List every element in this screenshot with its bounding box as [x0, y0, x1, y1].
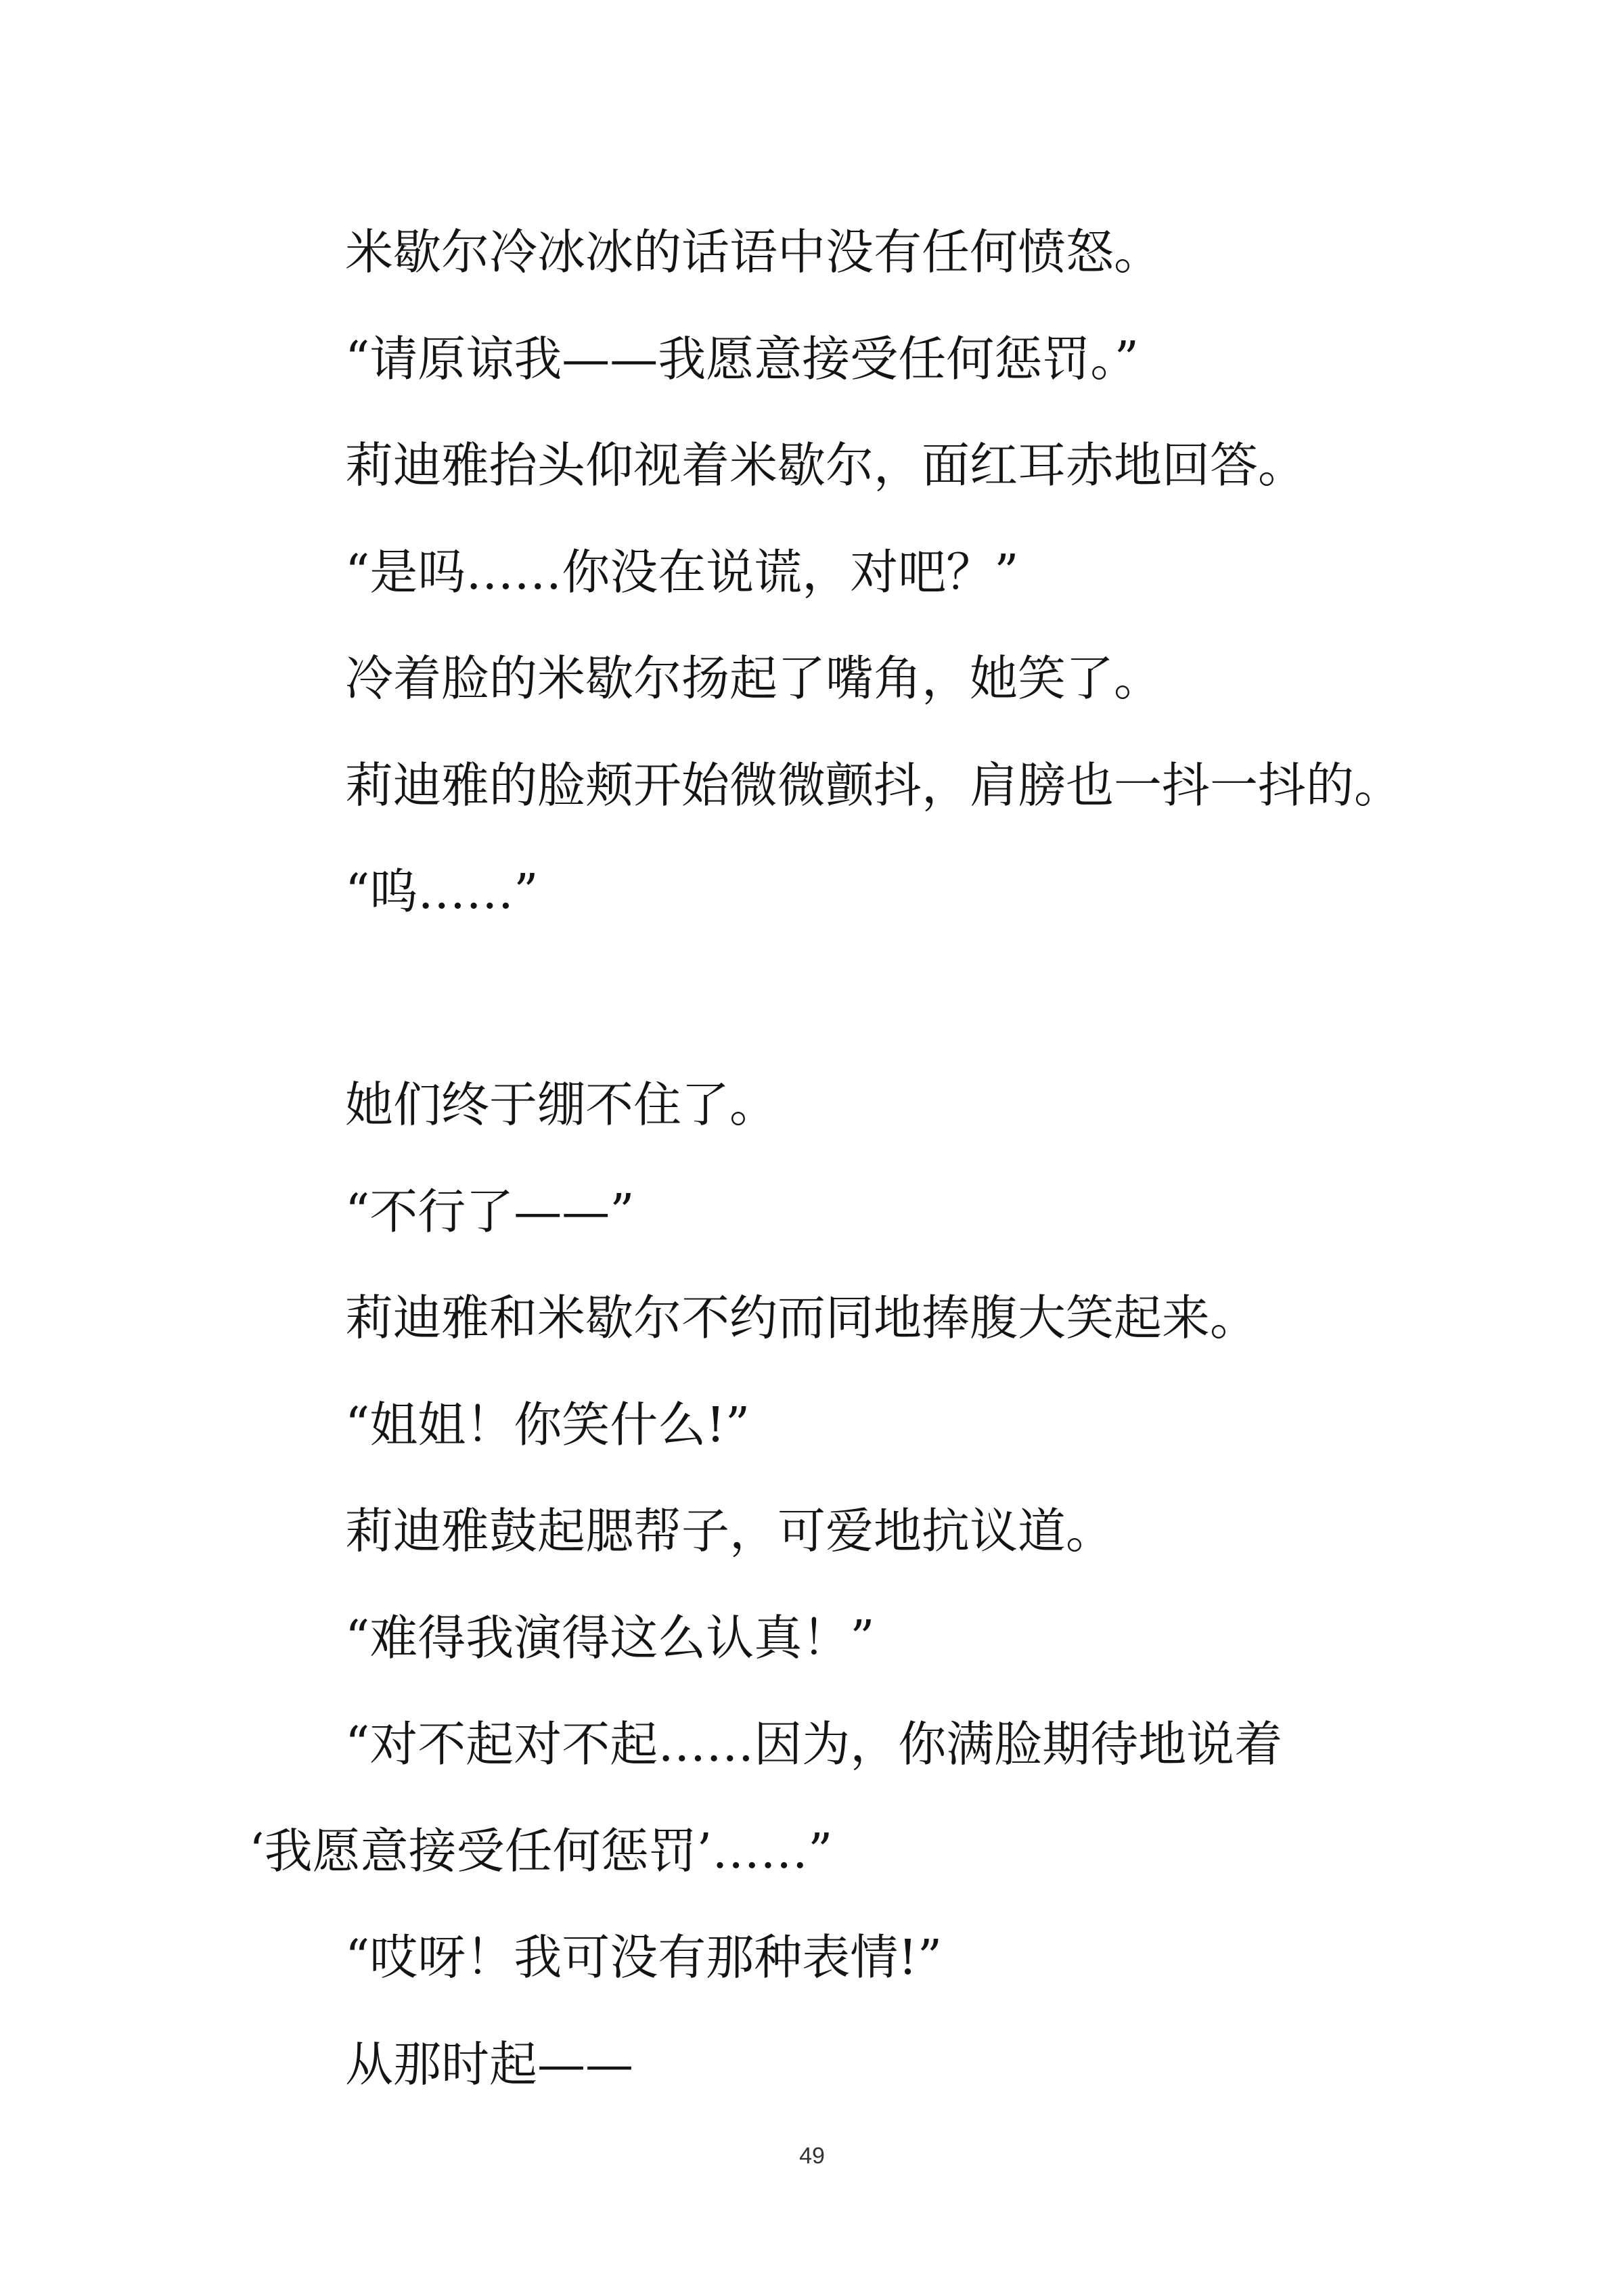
paragraph: “哎呀！我可没有那种表情!”: [345, 1929, 943, 1985]
paragraph: “不行了——”: [345, 1183, 635, 1240]
paragraph: 她们终于绷不住了。: [345, 1077, 778, 1133]
paragraph-continuation-line: ‘我愿意接受任何惩罚’……”: [249, 1822, 833, 1879]
paragraph: “难得我演得这么认真！”: [345, 1609, 875, 1666]
paragraph: 冷着脸的米歇尔扬起了嘴角，她笑了。: [345, 650, 1163, 706]
paragraph: 莉迪雅抬头仰视着米歇尔，面红耳赤地回答。: [345, 437, 1307, 493]
paragraph: 从那时起——: [345, 2035, 634, 2092]
paragraph: “呜……”: [345, 863, 539, 920]
paragraph: “是吗……你没在说谎，对吧？”: [345, 543, 1019, 600]
section-1: [249, 199, 1467, 945]
paragraph-first-line: “对不起对不起……因为，你满脸期待地说着: [345, 1716, 1283, 1772]
section-break: [249, 945, 1467, 1052]
body-text: [249, 199, 1467, 2117]
page-number: 49: [799, 2143, 825, 2169]
paragraph: 莉迪雅鼓起腮帮子，可爱地抗议道。: [345, 1503, 1114, 1559]
paragraph: 莉迪雅和米歇尔不约而同地捧腹大笑起来。: [345, 1290, 1259, 1346]
paragraph: “姐姐！你笑什么!”: [345, 1396, 750, 1453]
paragraph: 米歇尔冷冰冰的话语中没有任何愤怒。: [345, 224, 1163, 280]
paragraph: 莉迪雅的脸颊开始微微颤抖，肩膀也一抖一抖的。: [345, 757, 1403, 813]
section-2: [249, 1052, 1467, 2117]
paragraph: “请原谅我——我愿意接受任何惩罚。”: [345, 330, 1140, 387]
